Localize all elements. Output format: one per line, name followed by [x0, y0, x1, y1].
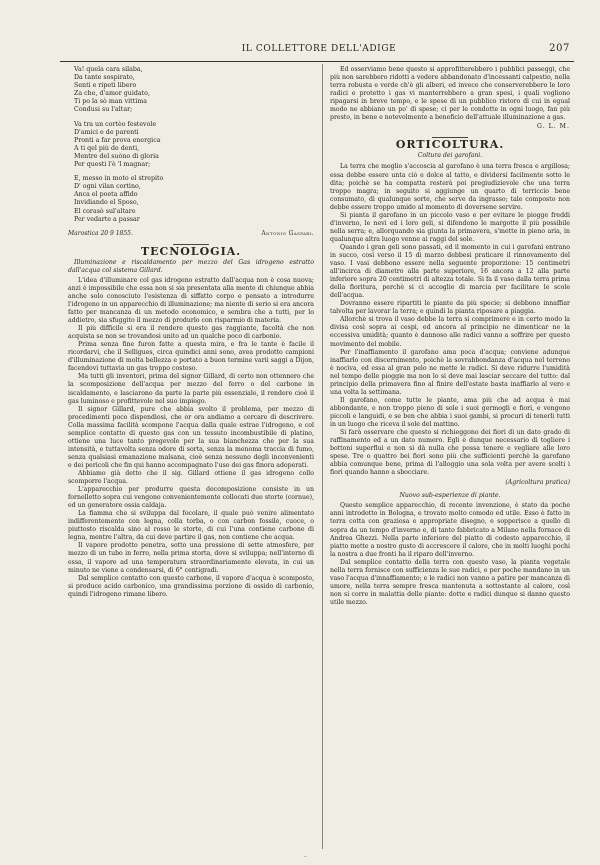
poem-line: Da tante sospirato,: [74, 74, 135, 82]
article-subtitle: Illuminazione e riscaldamento per mezzo del Gas idrogeno estratto dall'acqua col sistema Gillard.: [68, 258, 314, 274]
poem-line: Condusi su l'altar;: [74, 106, 133, 114]
poem-line: Senti e ripeti libero: [74, 82, 137, 90]
poem-line: Ti po la sò man vittima: [74, 98, 147, 106]
article-paragraph: Ma tutti gli inventori, prima del signor Gillard, di certo non ottennero che la scomposizione dell'acqua per mezzo del ferro o del carbone in iscaldamento, e lasciarono da parte la parte più essenziale, il rendere cioè il gas luminoso e profittevole nel suo impiego.: [68, 373, 314, 405]
column-divider: [322, 64, 323, 849]
section-title-tecnologia: TECNOLOGIA.: [140, 244, 242, 258]
article-paragraph: Il più difficile si era il rendere questo gas raggiante, facoltà che non acquista se non se trovandosi unito ad un qualche poco di carbonio.: [68, 325, 314, 341]
poem-line: Invidiando el Sposo,: [74, 199, 139, 207]
poem-line: El corasò sul'altare: [74, 207, 136, 215]
article-paragraph: Per l'inaffiamento il garofano ama poca d'acqua; conviene adunque inaffiarlo con discernimento, poichè la sovrabbondanza d'acqua nel terreno è nociva, ed essa al gran pelo ne mette le radici. Si deve ridurre l'umidità nel tempo delle pioggie ma non lo si deve mai lasciar seccare del tutto: dal principio della primavera fino al finire dell'estate basta inaffiarlo al vero e una volta la settimana.: [330, 348, 570, 396]
page-number: 207: [549, 43, 570, 54]
poem-line: Va! quela cara silaba,: [74, 66, 143, 73]
article-paragraph: La fiamma che si sviluppa dal focolare, il quale può venire alimentato indifferentemente con legna, colla torba, o con carbon fossile, cuoce, o piuttosto riscalda sino al rosso le storte, di cui l'una contiene carbone di legna, mentre l'altra, da cui deve partire il gas, non contiene che acqua.: [68, 510, 314, 542]
page-header: [60, 44, 578, 60]
article-title: Nuovo sub-esperienze di piante.: [399, 492, 501, 500]
article-paragraph: Abbiamo già detto che il sig. Gillard ottiene il gas idrogeno collo scomporre l'acqua.: [68, 470, 314, 486]
right-column: [330, 66, 570, 607]
poem-stanza: [74, 121, 314, 170]
signature: G. L. M.: [536, 123, 570, 131]
poem: [68, 66, 314, 224]
poem-stanza: [74, 175, 314, 224]
running-title: IL COLLETTORE DELL'ADIGE: [241, 44, 397, 54]
poem-author: Antonio Gaspari.: [261, 229, 314, 237]
article-paragraph: Questo semplice apparecchio, di recente invenzione, è stato da poche anni introdotto in Bologna, e trovato molto comodo ed utile. Esso è fatto in terra cotta con graziosa e appropriate disegno, e sopperisce a quello di sopra da un tempo d'inverno e, di tanto fabbricato a Milano nella fornace di Andrea Ghezzi. Nella parte inferiore del piatto di codesto apparecchio, il piatto mette a nostro gusto di accrescere il calore, che in molti luoghi pochi la nostra a due fronti ha il riparo dell'inverno.: [330, 502, 570, 558]
poem-line: Per questi l'è 'l magnar;: [74, 161, 151, 169]
article-paragraph: Si pianta il garofano in un piccolo vaso e per evitare le piogge freddi d'inverno, le nevi ed i loro geli, si difendono le margotte il più possibile nella serra; e, allorquando sia giunta la primavera, s'mette in pieno aria, in qualunque altra luogo venne ai raggi del sole.: [330, 211, 570, 243]
article-paragraph: Dal semplice contatto con questo carbone, il vapore d'acqua è scomposto, si produce acido carbonico, una grandissima porzione di ossido di carbonio, quindi l'idrogeno rimane libero.: [68, 574, 314, 598]
poem-line: Pronti a far prova energica: [74, 136, 161, 144]
section-title-orticoltura: ORTICOLTURA.: [395, 138, 505, 152]
poem-date: Marostica 20 9 1855.: [68, 229, 133, 237]
poem-line: Mentre del suòno di gloria: [74, 152, 159, 160]
article-paragraph: Allorchè si trova il vaso debbe la terra si comprimere e in certo modo la divisa così sopra ai cespi, ed ancora al principio ne dimenticar ne la eccessiva umidità; quanto è dannoso alle radici vanno a soffrire per questo movimento del mobile.: [330, 316, 570, 348]
source-citation: (Agricoltura pratica): [505, 479, 570, 487]
article-paragraph: La terra che meglio s'accoscia al garofano è una terra fresca e argillosa; essa debbe essere unta ciò e dolce al tatto, e dividersi facilmente sotto le dita; poichè se ha compatta resterà poi pregiudizievole che una terra troppo magra; in seguito si aggiunge un quarto di terriccio bene consumato, di qualunque sorte, che serve da ingrasso; tale composto non debbe essere troppo umido al momento di doversene servire.: [330, 163, 570, 211]
poem-line: A ti qel più de denti,: [74, 144, 140, 152]
article-paragraph: Ed osserviamo bene questo si approfitterebbero i pubblici passeggi, che più non sarebbero ridotti a vedere abbandonato d'incessanti calpestio, nella terra robusta e verde ch'è gli alberi, ed invece che conserverebbero le loro radici e protetto i gas vi manterrebbero a gran spesi, i quali vogliono ripagarsi in breve tempo, e le spese di un pubblico ristoro di cui in egual modo ne abbiano un po' di spese; ci per le condotte in ogni luogo, fan più presto, in bene e notevolmente a beneficio dell'attuale illuminazione a gas.: [330, 66, 570, 122]
poem-line: Va tra un cortèo festevole: [74, 120, 157, 128]
poem-stanza: [74, 66, 314, 115]
poem-line: D'amici e de parenti: [74, 128, 139, 136]
article-paragraph: Il garofano, come tutte le piante, ama più che ad acqua è mai abbondante, e non troppo pieno di sole i suoi germogli e fiori, e vengono piccoli e languidi, e se ben che abbia i suoi gambi, si procuri di tenerli tutti in un luogo che riceva il sole del mattino.: [330, 396, 570, 428]
poem-line: Per vedarte a passar: [74, 215, 140, 223]
poem-line: Anca el poeta affido: [74, 191, 138, 199]
article-paragraph: Dal semplice contatto della terra con questo vaso, la pianta vegetale nella terra fornisce con sufficienza le sue radici, e per poche mandano in un vaso l'acqua d'innaffiamento; e le radici non vanno a patire per mancanza di umore, nella terra sempre fresca mantenuta a sottostante al calore, così non si corre in malattia delle piante: dotte e radici dunque si danno questo utile mezzo.: [330, 558, 570, 606]
article-paragraph: Prima senza fine furon fatte a questa mira, e fra le tante è facile il ricordarvi, che il Selligues, circa quindici anni sono, avea prodotto campioni d'illuminazione di molta bellezza e portato a buon termine varii saggi a Dijon, facendovi tuttavia un gas troppo costoso.: [68, 341, 314, 373]
header-rule: [60, 61, 574, 62]
poem-line: Za che, d'amor guidato,: [74, 90, 150, 98]
page-footer-mark: ·: [304, 853, 307, 861]
article-paragraph: L'apparecchio per produrre questa decomposizione consiste in un fornelletto sopra cui vengono convenientemente collocati due storte (cornue), ed un generatore ossia caldaja.: [68, 486, 314, 510]
article-paragraph: Si farà osservare che questo si richieggono dei fiori di un dato grado di raffinamento ed a un dato numero. Egli è dunque necessario di togliere i bottoni superflui e non si dà nulla che possa tenere e vegliare alle loro spese. Tre o quattro bei fiori sono più che sufficienti perchè la garofano abbia comunque bene, prima di l'alloggio una sola volta per avere scelti i fiori quando hanno a sbocciare.: [330, 429, 570, 477]
article-paragraph: L'idea d'illuminare col gas idrogeno estratto dall'acqua non è cosa nuova; anzi è impossibile che essa non si sia presentata alla mente di chiunque abbia anche solo conosciuto l'esistenza di siffatto corpo e pensato a introdurre l'idrogeno in un apparecchio di illuminazione; ma niente di serio si era ancora fatto per mancanza di un metodo economico, e sembra che a tutti, per lo addietro, sia sfuggito il mezzo di produrlo con risparmio di materia.: [68, 276, 314, 325]
article-subtitle: Coltura dei garofani.: [417, 152, 483, 160]
article-paragraph: Dovranno essere ripartiti le piante da più specie; si debbono innaffiar talvolta per lavorar la terra; e quindi la pianta riposare a piaggia.: [330, 300, 570, 316]
poem-line: D' ogni vilan cortino,: [74, 183, 141, 191]
poem-dateline: [68, 230, 314, 238]
article-paragraph: Il signor Gillard, pure che abbia svolto il problema, per mezzo di procedimenti poco dispendiosi, che or ora andiamo a cercare di descrivere. Colla massima facilità scompone l'acqua dalla quale estrae l'idrogeno, e col semplice contatto di questo gas con un tessuto incombustibile di platino, ottiene una luce tanto pregevole per la sua bianchezza che per la sua intensità, e tuttavolta senza odore di sorta, senza la menoma traccia di fumo, senza qualsiasi emanazione malsana, cioè senza nessuno degli inconvenienti e dei pericoli che fin qui hanno accompagnato l'uso dei gas finora adoperati.: [68, 405, 314, 469]
article-paragraph: Il vapore prodotto penetra, sotto una pressione di sette atmosfere, per mezzo di un tubo in ferro, nella prima storta, dove si sviluppa; nell'interno di essa, il vapore ad una temperatura straordinariamente elevata, in cui un minuto ne viene a condensarsi, di 6° centigradi.: [68, 542, 314, 574]
article-paragraph: Quando i gran geli sono passati, ed il momento in cui i garofani entrano in succo, così verso il 15 di marzo debbesi praticare il rinnovamento del vaso. I vasi debbono essere nella seguente proporzione: 15 centimetri all'incirca di diametro alla parte superiore, 16 ancora a 12 alla parte inferiore sopra 20 centimetri di altezza totale. Si fa il vaso dalla terra prima della fioritura, perchè si ci accoglie di marcia per facilitare le scole dell'acqua.: [330, 243, 570, 300]
left-column: [68, 66, 314, 599]
poem-line: E, messo in moto el strepito: [74, 175, 164, 183]
